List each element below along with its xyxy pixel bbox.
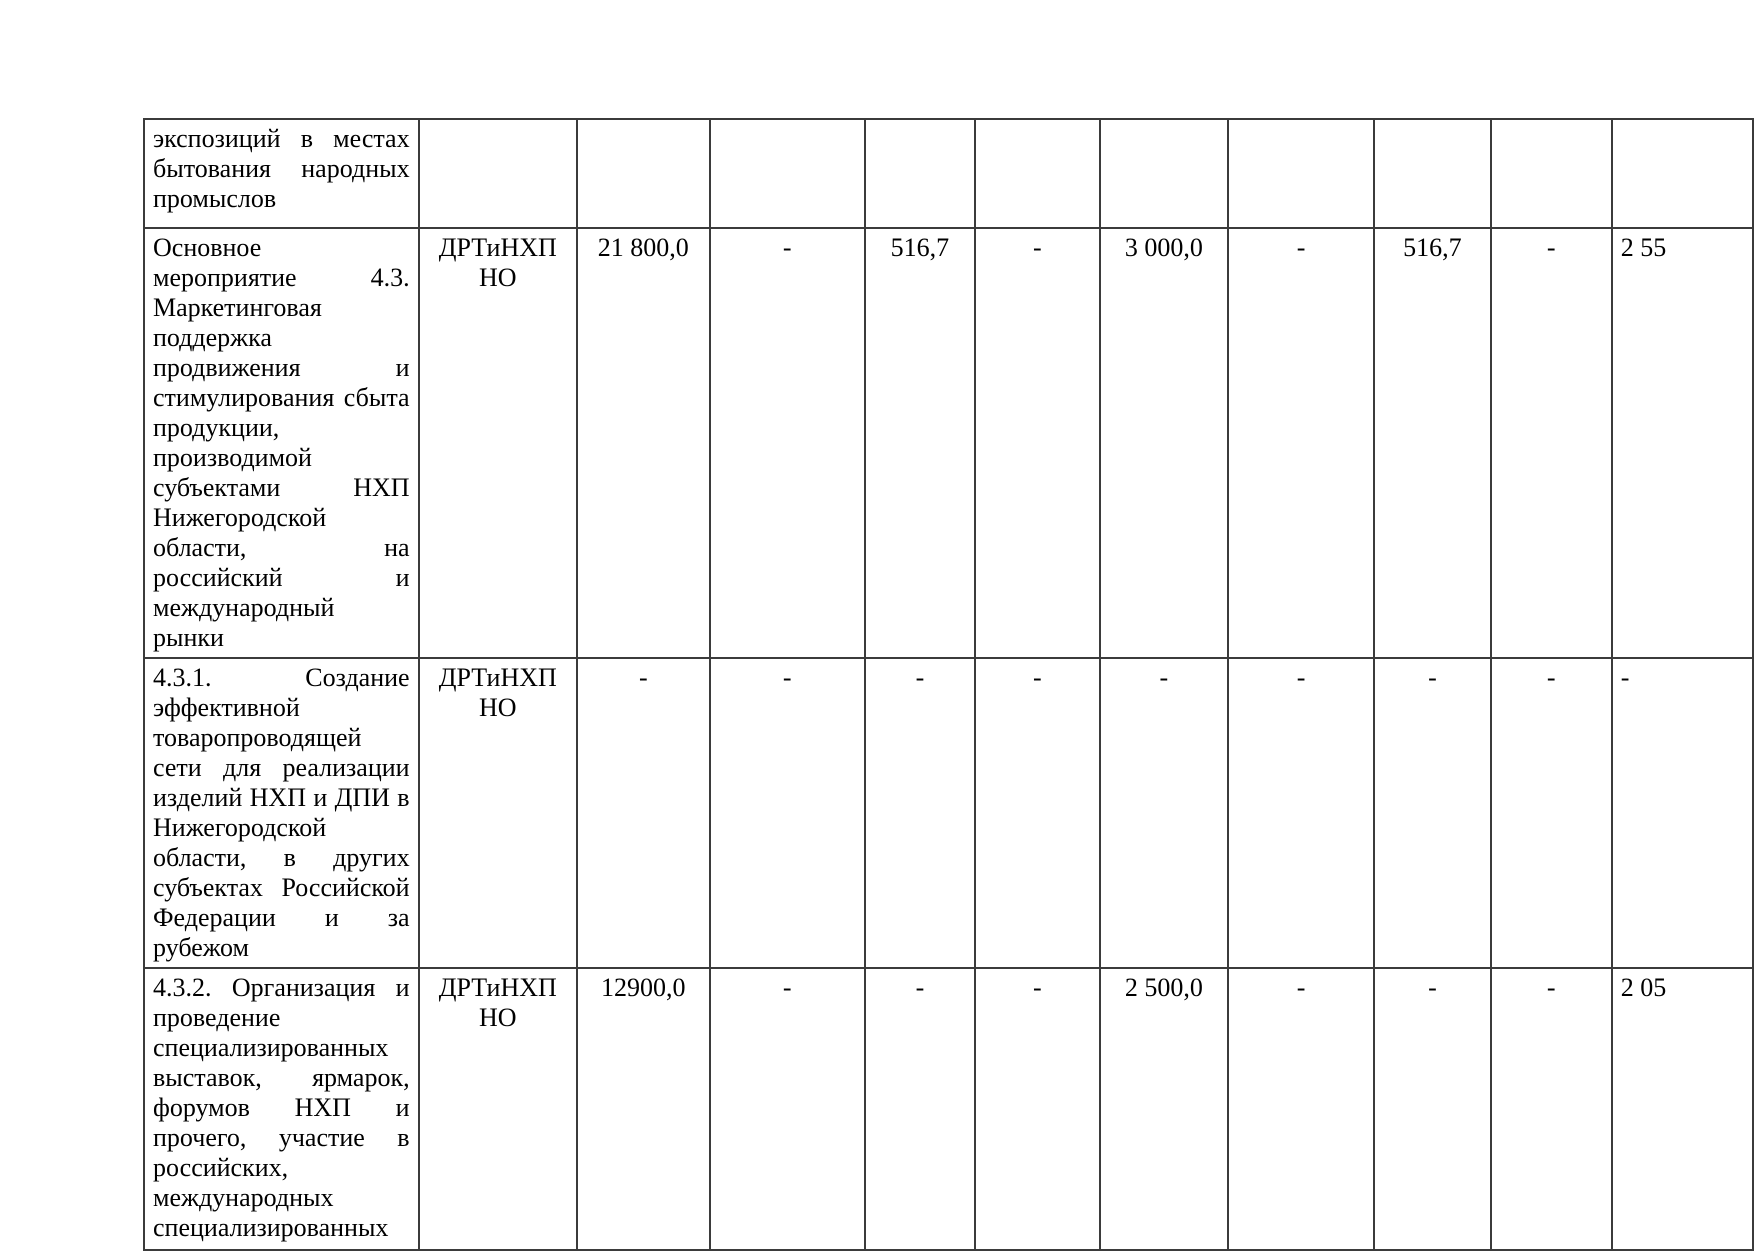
value-cell: -: [865, 658, 975, 968]
value-cell: 12900,0: [577, 968, 710, 1250]
financing-table: [143, 118, 1754, 1251]
table-row: [144, 968, 1753, 1250]
value-cell: 2 500,0: [1100, 968, 1228, 1250]
value-cell: -: [1228, 228, 1374, 658]
value-cell: -: [975, 228, 1100, 658]
table-row: [144, 658, 1753, 968]
value-cell: -: [1374, 968, 1490, 1250]
activity-cell: Основное мероприятие 4.3. Маркетинговая поддержка продвижения и стимулирования сбыта продукции, производимой субъектами НХП Нижегородской области, на российский и международный рынки: [144, 228, 419, 658]
executor-cell: ДРТиНХП НО: [419, 228, 577, 658]
table-row: [144, 119, 1753, 228]
value-cell: -: [1228, 968, 1374, 1250]
value-cell: -: [1491, 228, 1612, 658]
value-cell: -: [865, 968, 975, 1250]
value-cell: 3 000,0: [1100, 228, 1228, 658]
value-cell: [1491, 119, 1612, 228]
activity-cell: 4.3.2. Организация и проведение специализированных выставок, ярмарок, форумов НХП и прочего, участие в российских, международных специализированных: [144, 968, 419, 1250]
value-cell: [577, 119, 710, 228]
value-cell: [1374, 119, 1490, 228]
value-cell: [710, 119, 865, 228]
table-row: [144, 228, 1753, 658]
value-cell: [1228, 119, 1374, 228]
value-cell: 2 55: [1612, 228, 1753, 658]
activity-cell: 4.3.1. Создание эффективной товаропроводящей сети для реализации изделий НХП и ДПИ в Нижегородской области, в других субъектах Российской Федерации и за рубежом: [144, 658, 419, 968]
value-cell: -: [710, 228, 865, 658]
value-cell: -: [975, 658, 1100, 968]
activity-cell: экспозиций в местах бытования народных промыслов: [144, 119, 419, 228]
value-cell: -: [1228, 658, 1374, 968]
value-cell: [975, 119, 1100, 228]
value-cell: -: [577, 658, 710, 968]
executor-cell: ДРТиНХП НО: [419, 968, 577, 1250]
value-cell: 21 800,0: [577, 228, 710, 658]
value-cell: -: [710, 658, 865, 968]
value-cell: [1100, 119, 1228, 228]
value-cell: 516,7: [1374, 228, 1490, 658]
value-cell: 2 05: [1612, 968, 1753, 1250]
value-cell: -: [975, 968, 1100, 1250]
value-cell: -: [1374, 658, 1490, 968]
value-cell: [865, 119, 975, 228]
value-cell: -: [1100, 658, 1228, 968]
value-cell: [1612, 119, 1753, 228]
value-cell: -: [1612, 658, 1753, 968]
value-cell: 516,7: [865, 228, 975, 658]
value-cell: -: [1491, 968, 1612, 1250]
value-cell: -: [710, 968, 865, 1250]
value-cell: -: [1491, 658, 1612, 968]
executor-cell: ДРТиНХП НО: [419, 658, 577, 968]
executor-cell: [419, 119, 577, 228]
